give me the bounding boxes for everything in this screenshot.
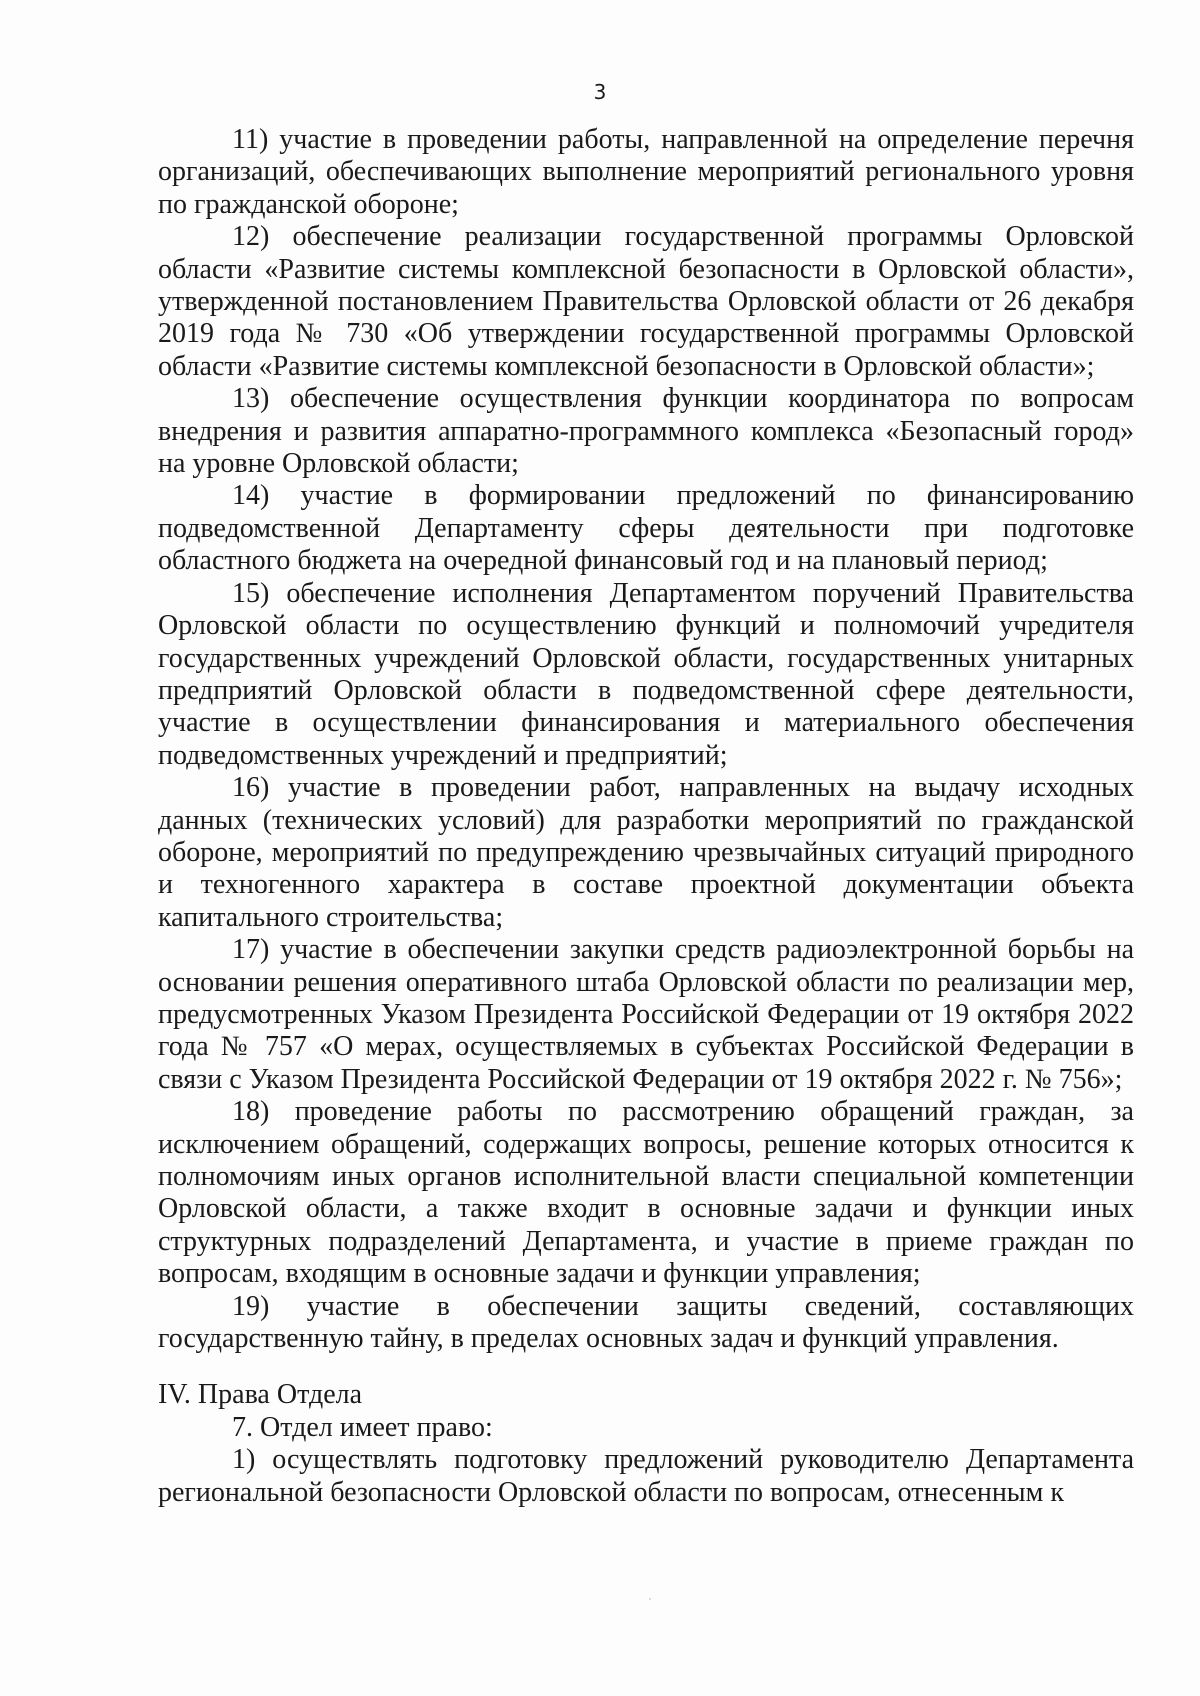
page-number: 3 [593,80,607,104]
clause-7: 7. Отдел имеет право: [232,1411,493,1443]
list-item-12: 12) обеспечение реализации государственной программы Орловской области «Развитие системы комплексной безопасности в Орловской области», утвержденной постановлением Правительства Орловской области от 26 декабря 2019 года № 730 «Об утверждении государственной программы Орловской области «Развитие системы комплексной безопасности в Орловской области»; [158,221,1134,382]
section-heading: IV. Права Отдела [158,1379,363,1411]
list-item-19: 19) участие в обеспечении защиты сведений, составляющих государственную тайну, в пределах основных задач и функций управления. [158,1290,1134,1355]
list-item-13: 13) обеспечение осуществления функции координатора по вопросам внедрения и развития аппаратно-программного комплекса «Безопасный город» на уровне Орловской области; [158,383,1134,480]
list-item-14: 14) участие в формировании предложений по финансированию подведомственной Департаменту сферы деятельности при подготовке областного бюджета на очередной финансовый год и на плановый период; [158,480,1134,577]
clause-7-item-1: 1) осуществлять подготовку предложений руководителю Департамента региональной безопасности Орловской области по вопросам, отнесенным к [158,1444,1134,1508]
list-item-17: 17) участие в обеспечении закупки средств радиоэлектронной борьбы на основании решения оперативного штаба Орловской области по реализации мер, предусмотренных Указом Президента Российской Федерации от 19 октября 2022 года № 757 «О мерах, осуществляемых в субъектах Российской Федерации в связи с Указом Президента Российской Федерации от 19 октября 2022 г. № 756»; [158,934,1134,1095]
list-item-18: 18) проведение работы по рассмотрению обращений граждан, за исключением обращений, содержащих вопросы, решение которых относится к полномочиям иных органов исполнительной власти специальной компетенции Орловской области, а также входит в основные задачи и функции иных структурных подразделений Департамента, и участие в приеме граждан по вопросам, входящим в основные задачи и функции управления; [158,1096,1134,1290]
list-item-15: 15) обеспечение исполнения Департаментом поручений Правительства Орловской области по осуществлению функций и полномочий учредителя государственных учреждений Орловской области, государственных унитарных предприятий Орловской области в подведомственной сфере деятельности, участие в осуществлении финансирования и материального обеспечения подведомственных учреждений и предприятий; [158,577,1134,771]
list-item-16: 16) участие в проведении работ, направленных на выдачу исходных данных (технических условий) для разработки мероприятий по гражданской обороне, мероприятий по предупреждению чрезвычайных ситуаций природного и техногенного характера в составе проектной документации объекта капитального строительства; [158,772,1134,933]
scan-artifact [649,1598,651,1600]
document-body [158,124,1134,1509]
list-item-11: 11) участие в проведении работы, направленной на определение перечня организаций, обеспечивающих выполнение мероприятий регионального уровня по гражданской обороне; [158,124,1134,220]
